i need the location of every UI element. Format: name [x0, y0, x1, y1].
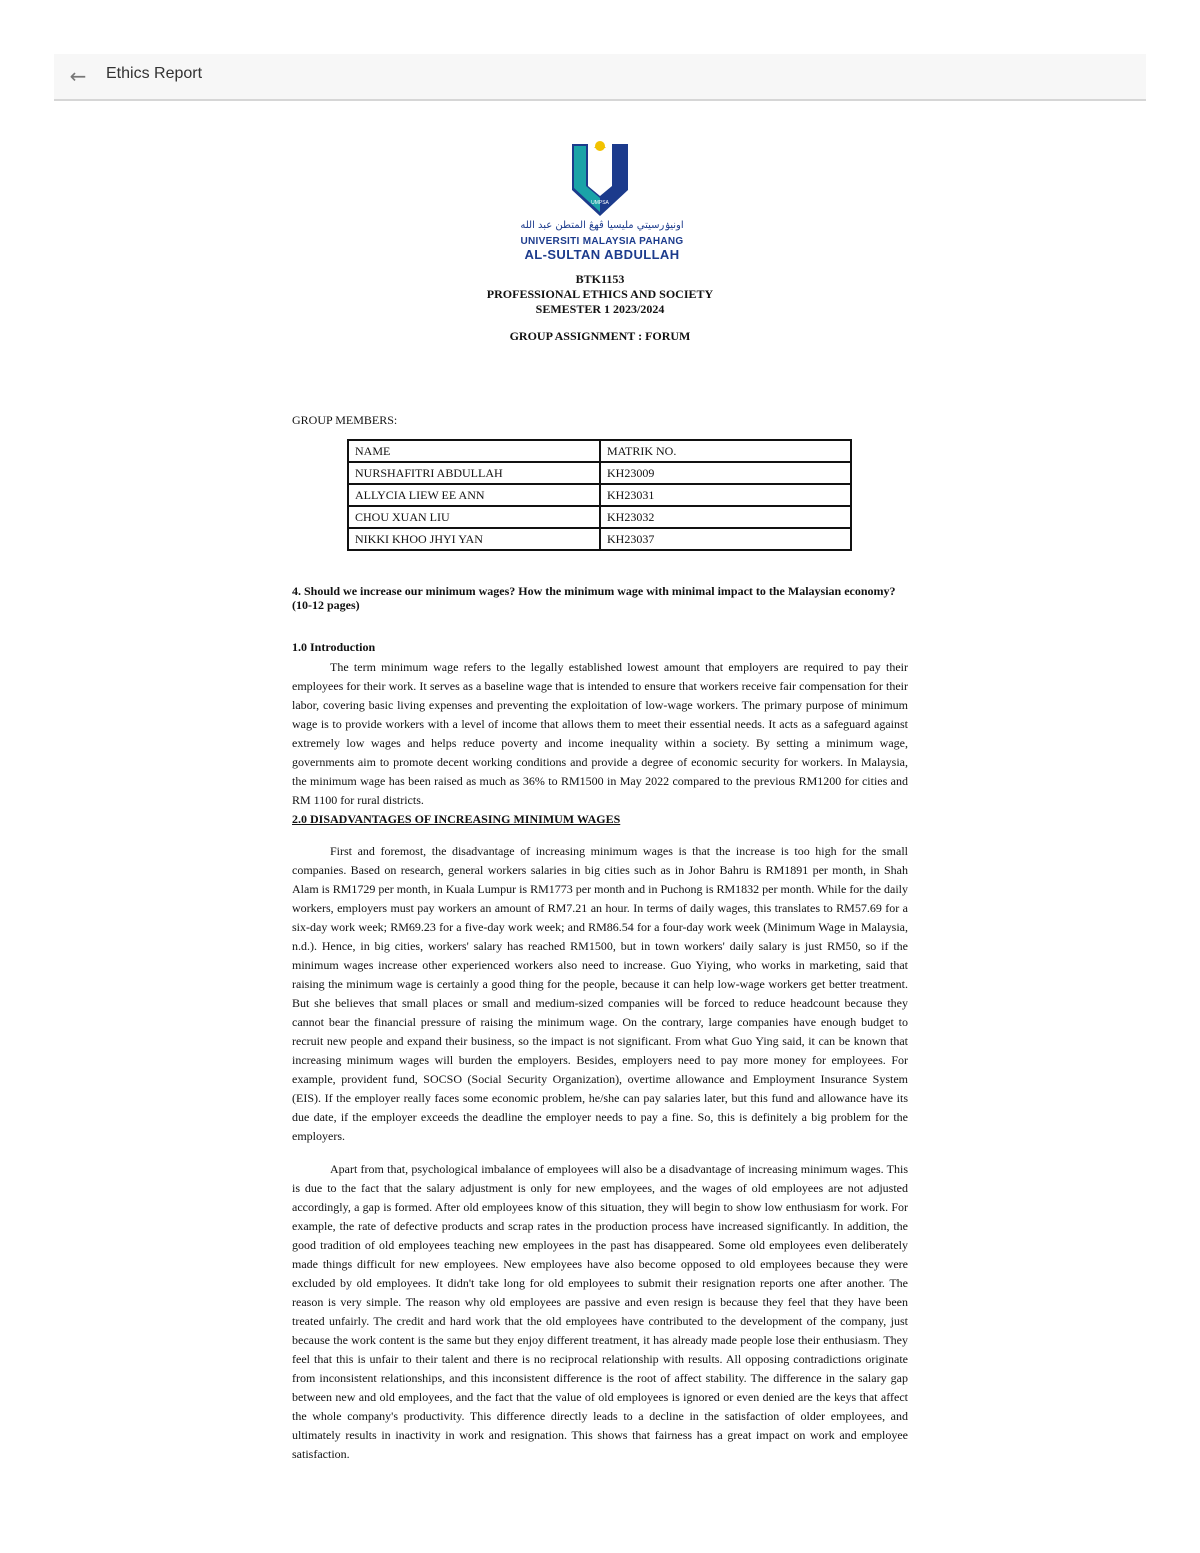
- member-name: CHOU XUAN LIU: [348, 506, 600, 528]
- university-name-line2: AL-SULTAN ABDULLAH: [524, 247, 680, 262]
- member-matric: KH23037: [600, 528, 851, 550]
- intro-paragraph: The term minimum wage refers to the legally established lowest amount that employers are required to pay their employees for their work. It serves as a baseline wage that is intended to ensure that workers receive fair compensation for their labor, covering basic living expenses and preventing the exploitation of low-wage workers. The primary purpose of minimum wage is to provide workers with a level of income that allows them to meet their essential needs. It acts as a safeguard against extremely low wages and helps reduce poverty and income inequality within a society. By setting a minimum wage, governments aim to promote decent working conditions and provide a degree of economic security for workers. In Malaysia, the minimum wage has been raised as much as 36% to RM1500 in May 2022 compared to the previous RM1200 for cities and RM 1100 for rural districts.: [292, 660, 908, 807]
- course-name: PROFESSIONAL ETHICS AND SOCIETY: [486, 287, 714, 301]
- disadvantages-paragraph-2: Apart from that, psychological imbalance of employees will also be a disadvantage of increasing minimum wages. This is due to the fact that the salary adjustment is only for new employees, and the wages of old employees are not adjusted accordingly, a gap is formed. After old employees know of this situation, they will begin to show low enthusiasm for work. For example, the rate of defective products and scrap rates in the production process have increased significantly. In addition, the good tradition of old employees teaching new employees in the past has disappeared. Some old employees even deliberately made things difficult for new employees. New employees have also become opposed to old employees because they were excluded by old employees. It didn't take long for old employees to submit their resignation reports one after another. The reason is very simple. The reason why old employees are passive and even resign is because they feel that they have been treated unfairly. The credit and hard work that the old employees have contributed to the development of the company, just because the work content is the same but they enjoy different treatment, it has already made people lose their enthusiasm. They feel that this is unfair to their talent and there is no reciprocal relationship with results. All opposing contradictions originate from inconsistent relationships, and this inconsistent difference is the root of affect stability. The difference in the salary gap between new and old employees, and the fact that the value of old employees is ignored or even denied are the keys that affect the whole company's productivity. This difference directly leads to a decline in the satisfaction of older employees, and ultimately results in inactivity in work and resignation. This shows that fairness has a great impact on work and employee satisfaction.: [292, 1162, 908, 1461]
- logo-badge-text: UMPSA: [591, 200, 609, 206]
- disadvantages-paragraph-1: First and foremost, the disadvantage of increasing minimum wages is that the increase is too high for the small companies. Based on research, general workers salaries in big cities such as in Johor Bahru is RM1891 per month, in Shah Alam is RM1729 per month, in Kuala Lumpur is RM1773 per month and in Puchong is RM1832 per month. While for the daily workers, employers must pay workers an amount of RM7.21 an hour. In terms of daily wages, this translates to RM57.69 for a six-day work week; RM69.23 for a five-day work week; and RM86.54 for a four-day work week (Minimum Wage in Malaysia, n.d.). Hence, in big cities, workers' salary has reached RM1500, but in town workers' daily salary is just RM50, so if the minimum wages increase other experienced workers also need to increase. Guo Yiying, who works in marketing, said that raising the minimum wage is certainly a good thing for the people, because it can help low-wage workers get better treatment. But she believes that small places or small and medium-sized companies will be forced to reduce headcount because they cannot bear the financial pressure of raising the minimum wage. On the contrary, large companies have enough budget to recruit new people and expand their business, so the impact is not significant. From what Guo Ying said, it can be known that increasing minimum wages will burden the employers. Besides, employers need to pay more money for employees. For example, provident fund, SOCSO (Social Security Organization), overtime allowance and Employment Insurance System (EIS). If the employer really faces some economic problem, he/she can pay salaries later, but this fund and allowance have its due date, if the employer exceeds the deadline the employer needs to pay a fine. So, this is definitely a big problem for the employers.: [292, 844, 908, 1143]
- question-text: 4. Should we increase our minimum wages? How the minimum wage with minimal impact to the Malaysian economy? (10-12 pages): [292, 584, 896, 612]
- university-logo: [566, 138, 634, 220]
- member-name: NIKKI KHOO JHYI YAN: [348, 528, 600, 550]
- disadvantages-heading: 2.0 DISADVANTAGES OF INCREASING MINIMUM WAGES: [292, 812, 621, 826]
- member-name: NURSHAFITRI ABDULLAH: [348, 462, 600, 484]
- top-bar: [54, 54, 1146, 101]
- table-row: [348, 506, 851, 528]
- intro-heading: 1.0 Introduction: [292, 640, 376, 654]
- member-matric: KH23031: [600, 484, 851, 506]
- table-header-cell: NAME: [348, 440, 600, 462]
- university-name-line1: UNIVERSITI MALAYSIA PAHANG: [520, 236, 684, 247]
- university-name-jawi: اونيۏرسيتي مليسيا ڤهڠ المتطن عبد الله: [520, 220, 684, 231]
- table-row: [348, 528, 851, 550]
- table-row: [348, 462, 851, 484]
- group-members-label: GROUP MEMBERS:: [292, 413, 398, 427]
- member-name: ALLYCIA LIEW EE ANN: [348, 484, 600, 506]
- arrow-left-icon[interactable]: ←: [69, 64, 87, 88]
- semester: SEMESTER 1 2023/2024: [535, 302, 665, 316]
- document-title: Ethics Report: [106, 65, 203, 82]
- member-matric: KH23032: [600, 506, 851, 528]
- table-header-row: [348, 440, 851, 462]
- member-matric: KH23009: [600, 462, 851, 484]
- course-code: BTK1153: [575, 272, 625, 286]
- members-table: [347, 439, 852, 551]
- assignment-title: GROUP ASSIGNMENT : FORUM: [509, 329, 691, 343]
- table-header-cell: MATRIK NO.: [600, 440, 851, 462]
- table-row: [348, 484, 851, 506]
